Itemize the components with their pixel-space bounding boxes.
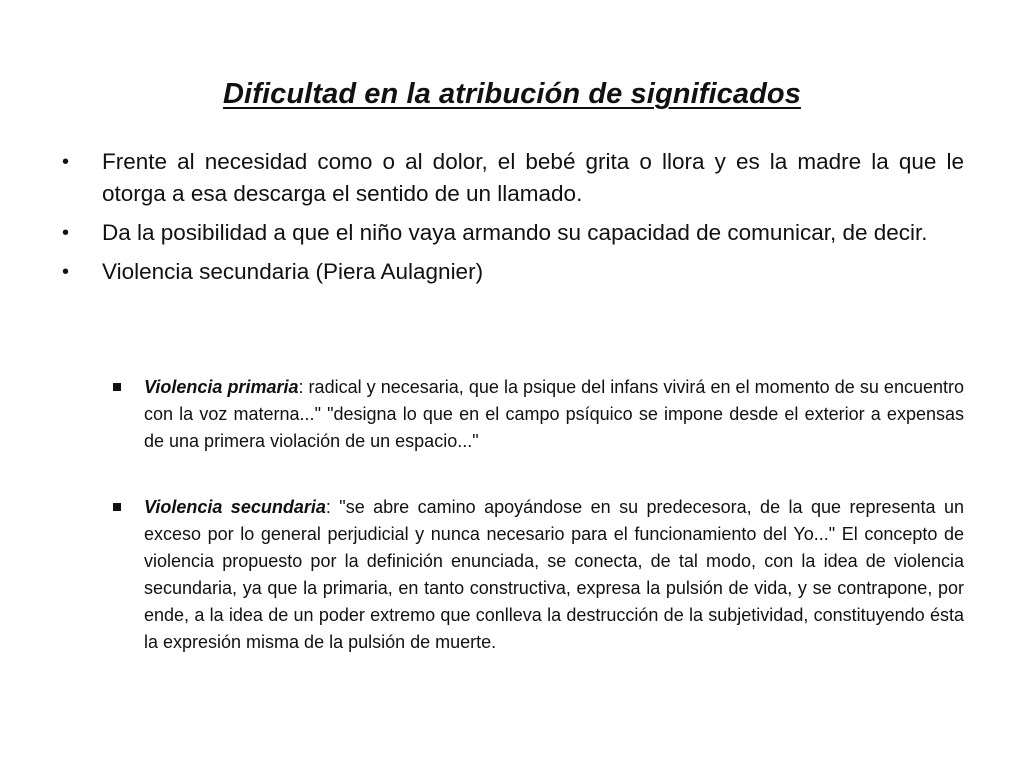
sub-bullet-list-primary [112, 374, 964, 455]
sub-bullet-text: : "se abre camino apoyándose en su predecesora, de la que representa un exceso por lo general perjudicial y nunca necesario para el funcionamiento del Yo..." El concepto de violencia propuesto por la definición enunciada, se conecta, de tal modo, con la idea de violencia secundaria, ya que la primaria, en tanto constructiva, expresa la pulsión de vida, y se contrapone, por ende, a la idea de un poder extremo que conlleva la destrucción de la subjetividad, constituyendo ésta la expresión misma de la pulsión de muerte. [144, 497, 964, 652]
bullet-item [60, 146, 964, 210]
bullet-text: Frente al necesidad como o al dolor, el bebé grita o llora y es la madre la que le otorga a esa descarga el sentido de un llamado. [102, 149, 964, 206]
bullet-text: Violencia secundaria (Piera Aulagnier) [102, 259, 484, 284]
sub-bullet-term: Violencia primaria [144, 377, 299, 397]
bullet-text: Da la posibilidad a que el niño vaya armando su capacidad de comunicar, de decir. [102, 220, 928, 245]
bullet-dot-icon: • [62, 151, 70, 173]
slide-title: Dificultad en la atribución de significados [223, 78, 801, 110]
sub-bullet-list-secondary [112, 494, 964, 656]
bullet-dot-icon: • [62, 222, 70, 244]
square-bullet-icon [113, 503, 121, 511]
sub-bullet-item [112, 494, 964, 656]
bullet-list [60, 146, 964, 295]
sub-bullet-item [112, 374, 964, 455]
bullet-dot-icon: • [62, 261, 70, 283]
bullet-item [60, 217, 964, 249]
bullet-item [60, 256, 964, 288]
sub-bullet-term: Violencia secundaria [144, 497, 326, 517]
sub-bullet-text: : radical y necesaria, que la psique del infans vivirá en el momento de su encuentro con la voz materna..." "designa lo que en el campo psíquico se impone desde el exterior a expensas de una primera violación de un espacio..." [144, 377, 964, 451]
square-bullet-icon [113, 383, 121, 391]
